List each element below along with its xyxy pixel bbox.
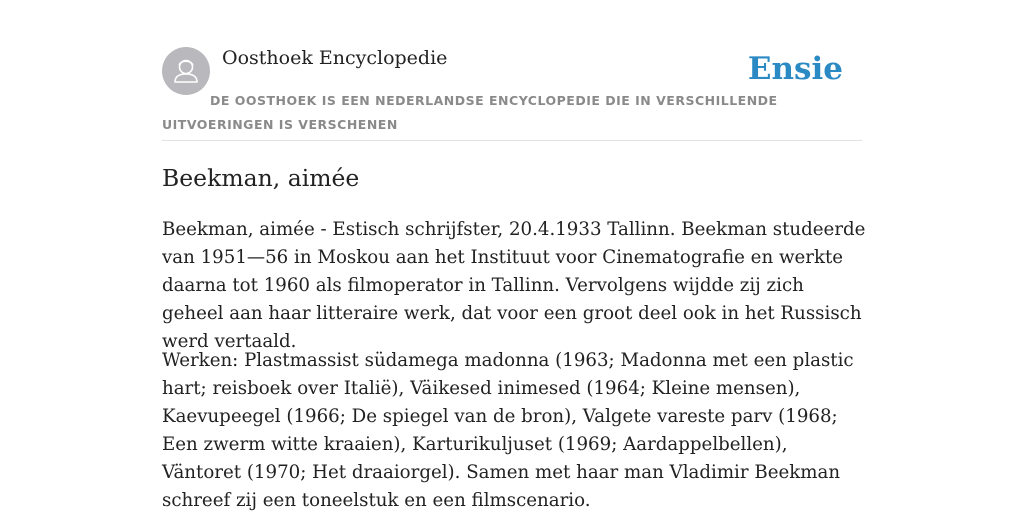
entry-text: Beekman, aimée - Estisch schrijfster, 20.4.1933 Tallinn. Beekman studeerde van 1951—56 in Moskou aan het Instituut voor Cinematografie en werkte daarna tot 1960 als filmoperator in Tallinn. Vervolgens wijdde zij zich geheel aan haar litteraire werk, dat voor een groot deel ook in het Russisch werd vertaald. [162, 219, 866, 352]
entry-paragraph-2 [162, 347, 866, 515]
source-title-link[interactable]: Oosthoek Encyclopedie [222, 47, 448, 69]
source-description: DE OOSTHOEK IS EEN NEDERLANDSE ENCYCLOPEDIE DIE IN VERSCHILLENDE UITVOERINGEN IS VERSCHENEN [162, 93, 778, 132]
entry-text: Werken: Plastmassist südamega madonna (1963; Madonna met een plastic hart; reisboek over Italië), Väikesed inimesed (1964; Kleine mensen), Kaevupeegel (1966; De spiegel van de bron), Valgete vareste parv (1968; Een zwerm witte kraaien), Karturikuljuset (1969; Aardappelbellen), Väntoret (1970; Het draaiorgel). Samen met haar man Vladimir Beekman schreef zij een toneelstuk en een filmscenario. [162, 350, 854, 511]
source-avatar[interactable] [162, 47, 210, 95]
entry-title: Beekman, aimée [162, 164, 360, 192]
source-header [162, 0, 862, 141]
ensie-logo-link[interactable]: Ensie [747, 51, 843, 87]
user-icon [162, 47, 210, 95]
encyclopedia-page [162, 0, 866, 511]
entry-paragraph-1 [162, 216, 866, 356]
